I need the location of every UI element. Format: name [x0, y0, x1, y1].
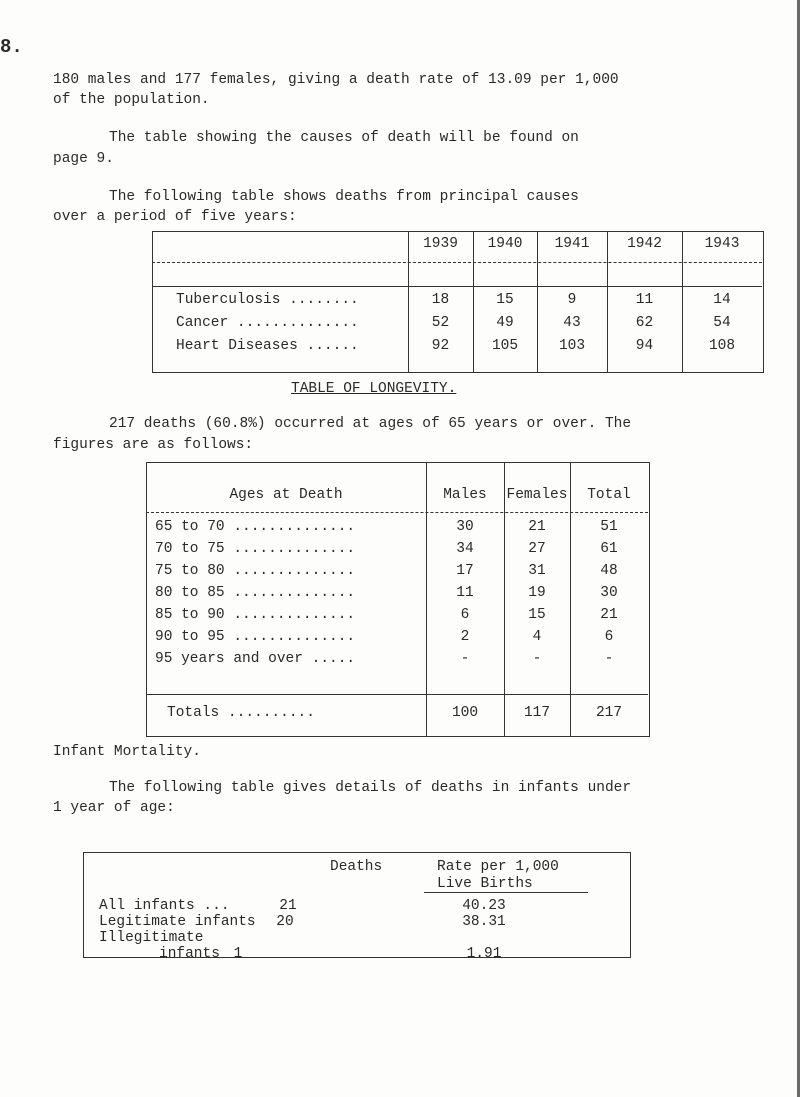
totals-total: 217 — [595, 705, 623, 721]
longevity-text-line-2: figures are as follows: — [53, 437, 254, 453]
totals-females: 117 — [523, 705, 551, 721]
total-value: 51 — [600, 519, 618, 535]
header-females: Females — [506, 487, 568, 503]
cause-value: 18 — [431, 292, 450, 308]
year-header: 1939 — [423, 236, 458, 252]
infant-deaths-value: 1 — [233, 946, 243, 962]
age-group-label: 90 to 95 .............. — [155, 629, 356, 645]
cause-label-heart-diseases: Heart Diseases ...... — [176, 338, 359, 354]
header-rate-line-1: Rate per 1,000 — [437, 859, 559, 875]
cause-value: 15 — [496, 292, 514, 308]
cause-value: 62 — [635, 315, 654, 331]
cause-value: 54 — [713, 315, 731, 331]
age-group-label: 80 to 85 .............. — [155, 585, 356, 601]
intro-line-2: of the population. — [53, 92, 210, 108]
females-value: - — [532, 651, 542, 667]
cause-label-cancer: Cancer .............. — [176, 315, 359, 331]
age-group-label: 65 to 70 .............. — [155, 519, 356, 535]
cause-value: 94 — [635, 338, 654, 354]
total-value: 21 — [600, 607, 618, 623]
infant-row-label: Legitimate infants — [99, 914, 256, 930]
females-value: 27 — [528, 541, 546, 557]
infant-text-line-1: The following table gives details of deaths in infants under — [109, 780, 632, 796]
header-total: Total — [587, 487, 631, 503]
longevity-heading: TABLE OF LONGEVITY. — [291, 381, 457, 397]
intro-line-1: 180 males and 177 females, giving a death rate of 13.09 per 1,000 — [53, 72, 619, 88]
males-value: 6 — [460, 607, 470, 623]
cause-value: 105 — [491, 338, 519, 354]
following-line-2: over a period of five years: — [53, 209, 297, 225]
total-value: - — [604, 651, 614, 667]
cause-value: 49 — [496, 315, 514, 331]
females-value: 19 — [528, 585, 546, 601]
year-header: 1942 — [627, 236, 662, 252]
causes-ref-line-1: The table showing the causes of death will be found on — [109, 130, 579, 146]
females-value: 15 — [528, 607, 546, 623]
illegitimate-label-line-1: Illegitimate — [99, 930, 204, 946]
totals-males: 100 — [451, 705, 479, 721]
cause-label-tuberculosis: Tuberculosis ........ — [176, 292, 359, 308]
cause-value: 9 — [567, 292, 577, 308]
age-group-label: 95 years and over ..... — [155, 651, 356, 667]
infant-rate-value: 38.31 — [462, 914, 506, 930]
infant-rate-value: 40.23 — [462, 898, 506, 914]
total-value: 30 — [600, 585, 618, 601]
cause-value: 14 — [713, 292, 731, 308]
year-header: 1943 — [704, 236, 740, 252]
cause-value: 52 — [431, 315, 450, 331]
causes-ref-line-2: page 9. — [53, 151, 114, 167]
longevity-text-line-1: 217 deaths (60.8%) occurred at ages of 65 years or over. The — [109, 416, 632, 432]
header-rate-line-2: Live Births — [437, 876, 533, 892]
males-value: 34 — [456, 541, 474, 557]
females-value: 31 — [528, 563, 546, 579]
age-group-label: 85 to 90 .............. — [155, 607, 356, 623]
header-males: Males — [443, 487, 487, 503]
males-value: 11 — [456, 585, 474, 601]
males-value: 17 — [456, 563, 474, 579]
total-value: 6 — [604, 629, 614, 645]
males-value: 30 — [456, 519, 474, 535]
cause-value: 108 — [708, 338, 736, 354]
infant-deaths-value: 21 — [279, 898, 297, 914]
females-value: 4 — [532, 629, 542, 645]
females-value: 21 — [528, 519, 546, 535]
year-header: 1940 — [487, 236, 523, 252]
cause-value: 103 — [558, 338, 586, 354]
illegitimate-label-line-2: infants — [159, 946, 220, 962]
totals-label: Totals .......... — [167, 705, 315, 721]
cause-value: 92 — [431, 338, 450, 354]
year-header: 1941 — [554, 236, 590, 252]
infant-deaths-value: 20 — [276, 914, 294, 930]
males-value: - — [460, 651, 470, 667]
total-value: 61 — [600, 541, 618, 557]
cause-value: 43 — [563, 315, 581, 331]
infant-mortality-heading: Infant Mortality. — [53, 744, 201, 760]
males-value: 2 — [460, 629, 470, 645]
header-deaths: Deaths — [330, 859, 383, 875]
age-group-label: 70 to 75 .............. — [155, 541, 356, 557]
infant-row-label: All infants ... — [99, 898, 230, 914]
total-value: 48 — [600, 563, 618, 579]
page-number: 8. — [0, 36, 23, 58]
header-ages-at-death: Ages at Death — [229, 487, 343, 503]
cause-value: 11 — [635, 292, 654, 308]
infant-text-line-2: 1 year of age: — [53, 800, 175, 816]
infant-rate-value: 1.91 — [466, 946, 502, 962]
following-line-1: The following table shows deaths from principal causes — [109, 189, 579, 205]
age-group-label: 75 to 80 .............. — [155, 563, 356, 579]
